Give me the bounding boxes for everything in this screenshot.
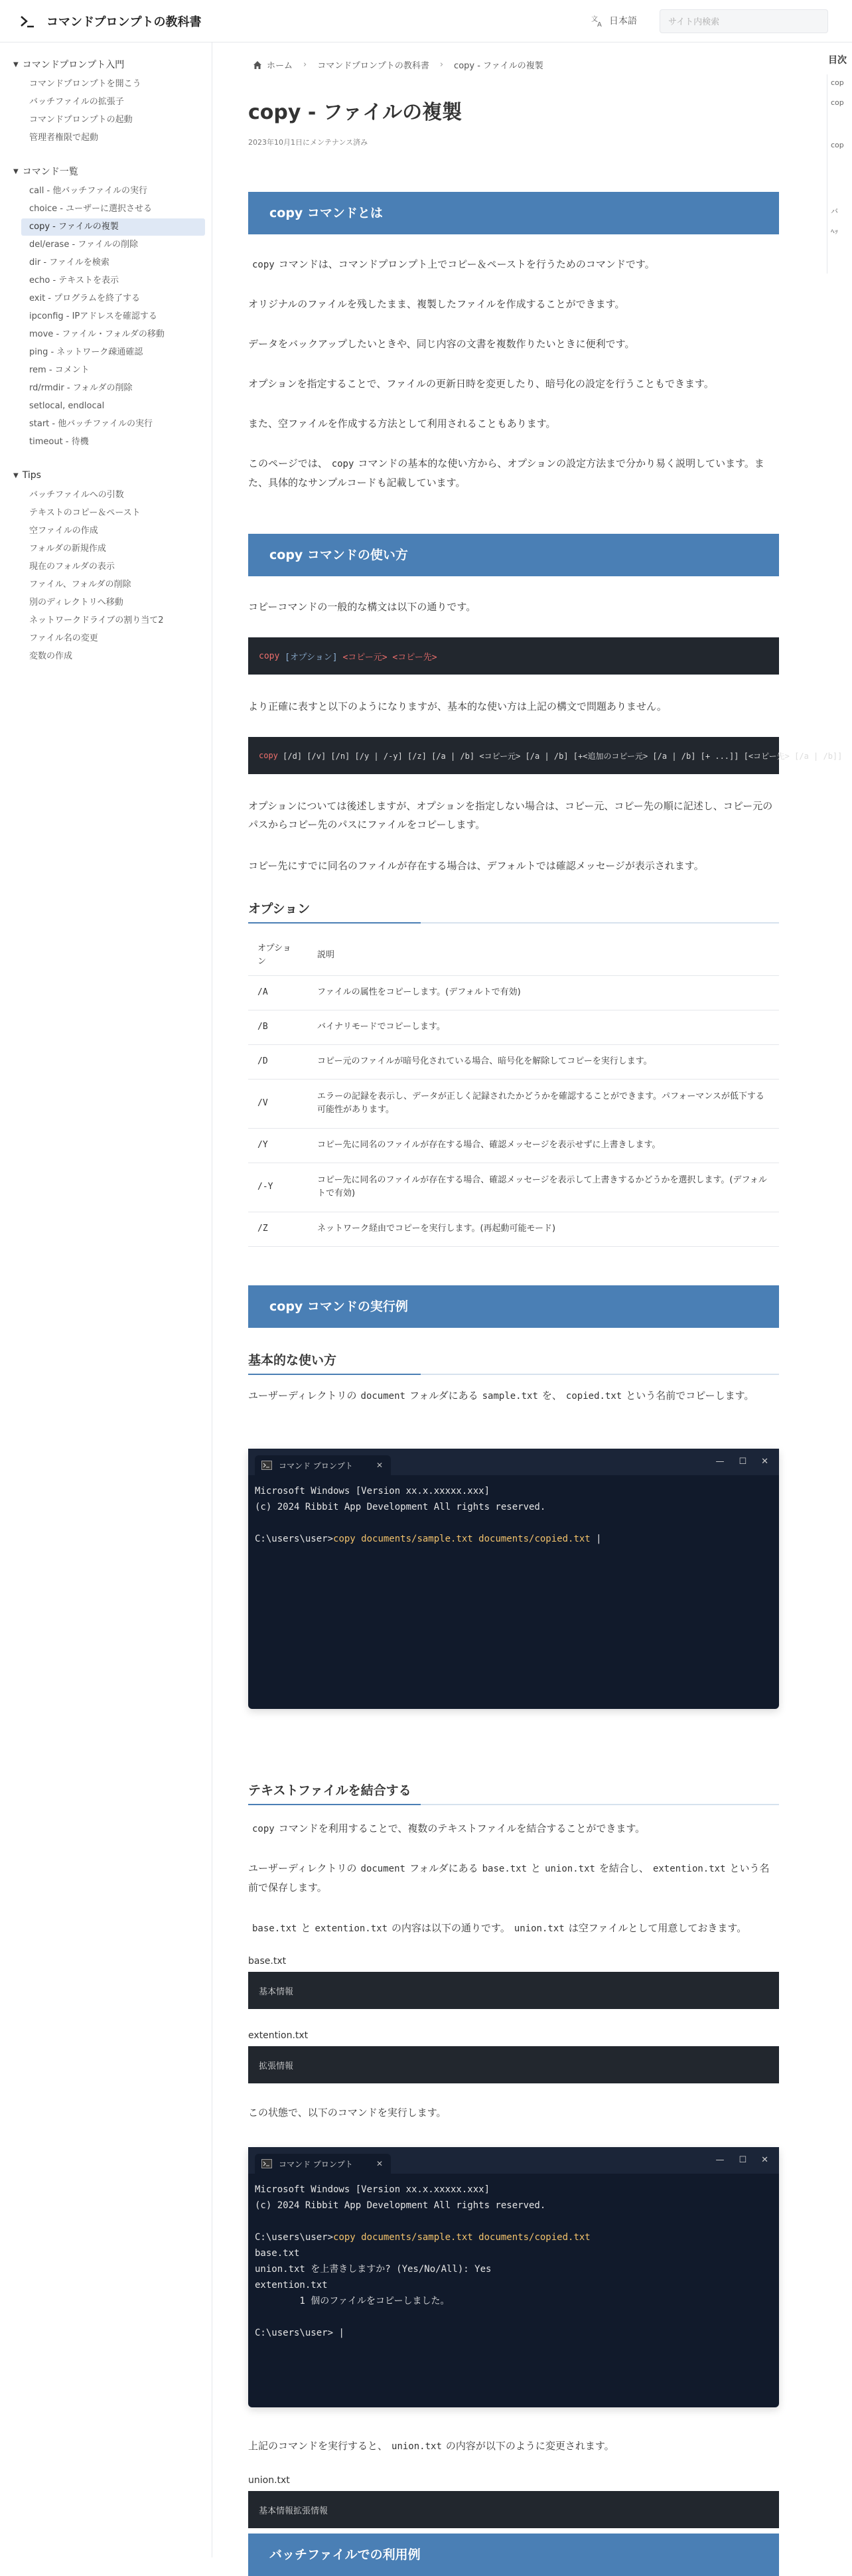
paragraph: copy コマンドは、コマンドプロンプト上でコピー＆ペーストを行うためのコマンドです。: [252, 258, 655, 270]
terminal-output[interactable]: Microsoft Windows [Version xx.x.xxxxx.xxx] (c) 2024 Ribbit App Development All rights reserved. C:\users\user>copy documents/sample.txt documents/copied.txt base.txt union.txt を上書きしますか? (Yes/No/All): Yes extention.txt 1 個のファイルをコピーしました。 C:\users\user> |: [255, 2184, 591, 2338]
paragraph: copy コマンドを利用することで、複数のテキストファイルを結合することができます。: [252, 1822, 646, 1834]
close-icon[interactable]: ✕: [761, 2155, 768, 2165]
chevron-right-icon: ›: [303, 60, 307, 70]
sidebar-item[interactable]: コマンドプロンプトの起動: [29, 115, 133, 125]
paragraph: より正確に表すと以下のようになりますが、基本的な使い方は上記の構文で問題ありません。: [248, 700, 667, 712]
close-icon[interactable]: ✕: [761, 1457, 768, 1467]
file-content-block: 拡張情報: [248, 2046, 779, 2083]
toc-item[interactable]: cop: [831, 141, 844, 149]
paragraph: この状態で、以下のコマンドを実行します。: [248, 2107, 447, 2119]
sidebar: [0, 42, 212, 2557]
sidebar-item[interactable]: バッチファイルへの引数: [29, 490, 124, 500]
table-header-row: [248, 935, 779, 975]
search-input[interactable]: [660, 9, 828, 33]
svg-text:A: A: [597, 21, 602, 29]
sidebar-section-header[interactable]: ▼ Tips: [13, 470, 41, 481]
paragraph: ユーザーディレクトリの document フォルダにある sample.txt を、 copied.txt という名前でコピーします。: [248, 1390, 754, 1402]
sidebar-item-active[interactable]: copy - ファイルの複製: [21, 218, 205, 236]
terminal-output[interactable]: Microsoft Windows [Version xx.x.xxxxx.xxx] (c) 2024 Ribbit App Development All rights reserved. C:\users\user>copy documents/sample.txt documents/copied.txt |: [255, 1486, 602, 1544]
sidebar-section-commands: [0, 163, 212, 451]
file-name-label: base.txt: [248, 1956, 287, 1967]
maximize-icon[interactable]: ☐: [739, 2155, 747, 2165]
breadcrumb: [252, 58, 543, 71]
sidebar-item[interactable]: 空ファイルの作成: [29, 526, 98, 536]
sidebar-item[interactable]: exit - プログラムを終了する: [29, 293, 140, 303]
paragraph: オリジナルのファイルを残したまま、複製したファイルを作成することができます。: [248, 298, 625, 310]
syntax-code-block: copy [オプション] <コピー元> <コピー先>: [248, 637, 779, 675]
paragraph: コピー先にすでに同名のファイルが存在する場合は、デフォルトでは確認メッセージが表示されます。: [248, 860, 704, 872]
sidebar-item[interactable]: 変数の作成: [29, 651, 73, 661]
sidebar-item[interactable]: rd/rmdir - フォルダの削除: [29, 383, 133, 393]
subsection-heading: テキストファイルを結合する: [248, 1781, 779, 1805]
table-row: /D コピー元のファイルが暗号化されている場合、暗号化を解除してコピーを実行します。: [248, 1044, 779, 1079]
paragraph: ユーザーディレクトリの document フォルダにある base.txt と union.txt を結合し、 extention.txt という名前で保存します。: [248, 1862, 770, 1893]
svg-text:文: 文: [591, 16, 598, 23]
paragraph: base.txt と extention.txt の内容は以下の通りです。 union.txt は空ファイルとして用意しておきます。: [252, 1922, 747, 1934]
site-title: コマンドプロンプトの教科書: [46, 15, 202, 29]
section-heading: バッチファイルでの利用例: [248, 2534, 779, 2576]
table-of-contents: [827, 42, 852, 242]
sidebar-item[interactable]: ファイル、フォルダの削除: [29, 580, 131, 590]
window-controls: [715, 2155, 768, 2165]
sidebar-item[interactable]: 現在のフォルダの表示: [29, 562, 115, 572]
sidebar-item[interactable]: ファイル名の変更: [29, 633, 98, 643]
sidebar-item[interactable]: move - ファイル・フォルダの移動: [29, 329, 165, 339]
sidebar-item[interactable]: choice - ユーザーに選択させる: [29, 204, 153, 214]
file-content-block: 基本情報拡張情報: [248, 2491, 779, 2528]
sidebar-item[interactable]: start - 他バッチファイルの実行: [29, 419, 153, 429]
maximize-icon[interactable]: ☐: [739, 1457, 747, 1467]
sidebar-section-header[interactable]: ▼ コマンドプロンプト入門: [13, 60, 125, 70]
close-tab-icon[interactable]: ✕: [376, 2159, 383, 2168]
sidebar-item[interactable]: 管理者権限で起動: [29, 133, 99, 143]
paragraph: また、空ファイルを作成する方法として利用されることもあります。: [248, 418, 556, 430]
paragraph: コピーコマンドの一般的な構文は以下の通りです。: [248, 601, 476, 613]
collapse-triangle-icon: ▼: [13, 60, 19, 68]
sidebar-section-tips: [0, 467, 212, 665]
table-row: /A ファイルの属性をコピーします。(デフォルトで有効): [248, 975, 779, 1010]
sidebar-item[interactable]: テキストのコピー＆ペースト: [29, 508, 141, 518]
site-logo[interactable]: [19, 13, 201, 30]
table-row: /V エラーの記録を表示し、データが正しく記録されたかどうかを確認することができます。パフォーマンスが低下する可能性があります。: [248, 1079, 779, 1128]
sidebar-item[interactable]: setlocal, endlocal: [29, 401, 105, 411]
site-header: [0, 0, 852, 42]
column-header-option: オプション: [248, 935, 308, 975]
terminal-window: [248, 2147, 779, 2407]
language-selector[interactable]: [591, 13, 637, 28]
terminal-titlebar: [248, 2147, 779, 2174]
sidebar-item[interactable]: echo - テキストを表示: [29, 276, 119, 285]
paragraph: オプションについては後述しますが、オプションを指定しない場合は、コピー元、コピー先の順に記述し、コピー元のパスからコピー先のパスにファイルをコピーします。: [248, 800, 773, 831]
translate-icon: [591, 13, 605, 28]
sidebar-item[interactable]: call - 他バッチファイルの実行: [29, 186, 148, 196]
subsection-heading: オプション: [248, 899, 779, 924]
table-row: /Z ネットワーク経由でコピーを実行します。(再起動可能モード): [248, 1212, 779, 1246]
home-icon[interactable]: [252, 60, 263, 70]
table-row: /Y コピー先に同名のファイルが存在する場合、確認メッセージを表示せずに上書きします。: [248, 1128, 779, 1163]
sidebar-item[interactable]: timeout - 待機: [29, 437, 89, 447]
file-name-label: extention.txt: [248, 2030, 309, 2041]
column-header-description: 説明: [308, 935, 779, 975]
maintenance-date: 2023年10月1日にメンテナンス済み: [248, 138, 368, 147]
chevron-right-icon: ›: [439, 60, 444, 70]
minimize-icon[interactable]: —: [715, 1457, 725, 1467]
terminal-app-icon: [261, 2159, 272, 2168]
full-syntax-code-block: copy [/d] [/v] [/n] [/y | /-y] [/z] [/a | /b] <コピー元> [/a | /b] [+<追加のコピー元> [/a | /b] [+ ...]] [<コピー先> [/a | /b]]: [248, 737, 779, 774]
sidebar-item[interactable]: 別のディレクトリへ移動: [29, 598, 123, 607]
terminal-app-icon: [261, 1461, 272, 1470]
sidebar-item[interactable]: フォルダの新規作成: [29, 544, 106, 554]
table-row: /B バイナリモードでコピーします。: [248, 1010, 779, 1044]
subsection-heading: 基本的な使い方: [248, 1350, 779, 1375]
sidebar-item[interactable]: dir - ファイルを検索: [29, 258, 109, 268]
sidebar-item[interactable]: ipconfig - IPアドレスを確認する: [29, 311, 157, 321]
paragraph: このページでは、 copy コマンドの基本的な使い方から、オプションの設定方法まで分かり易く説明しています。また、具体的なサンプルコードも記載しています。: [248, 457, 764, 489]
options-table: [248, 935, 779, 1247]
toc-title: 目次: [828, 55, 847, 66]
sidebar-item[interactable]: ネットワークドライブの割り当て2: [29, 615, 164, 625]
toc-item[interactable]: ﾍｯ: [831, 227, 838, 236]
sidebar-section-intro: [0, 56, 212, 147]
section-heading: copy コマンドとは: [248, 192, 779, 234]
toc-item[interactable]: cop: [831, 78, 844, 87]
collapse-triangle-icon: ▼: [13, 167, 19, 175]
sidebar-section-header[interactable]: ▼ コマンド一覧: [13, 167, 78, 177]
toc-item[interactable]: cop: [831, 98, 844, 107]
terminal-titlebar: [248, 1449, 779, 1475]
sidebar-item[interactable]: バッチファイルの拡張子: [29, 97, 124, 107]
language-label: 日本語: [609, 16, 637, 27]
file-content-block: 基本情報: [248, 1972, 779, 2009]
close-tab-icon[interactable]: ✕: [376, 1461, 383, 1470]
sidebar-item[interactable]: コマンドプロンプトを開こう: [29, 79, 141, 89]
minimize-icon[interactable]: —: [715, 2155, 725, 2165]
collapse-triangle-icon: ▼: [13, 471, 19, 479]
terminal-window: [248, 1449, 779, 1709]
table-row: /-Y コピー先に同名のファイルが存在する場合、確認メッセージを表示して上書きするかどうかを選択します。(デフォルトで有効): [248, 1163, 779, 1212]
terminal-tab[interactable]: コマンド プロンプト ✕: [255, 2154, 391, 2174]
paragraph: データをバックアップしたいときや、同じ内容の文書を複数作りたいときに便利です。: [248, 338, 635, 350]
section-heading: copy コマンドの使い方: [248, 534, 779, 576]
toc-item[interactable]: バ: [831, 207, 838, 216]
sidebar-item[interactable]: del/erase - ファイルの削除: [29, 240, 139, 250]
terminal-prompt-icon: [19, 13, 36, 30]
breadcrumb-current: copy - ファイルの複製: [454, 61, 543, 71]
window-controls: [715, 1457, 768, 1467]
page-title: copy - ファイルの複製: [248, 101, 462, 124]
breadcrumb-parent[interactable]: コマンドプロンプトの教科書: [317, 61, 429, 71]
sidebar-item[interactable]: rem - コメント: [29, 365, 90, 375]
paragraph: オプションを指定することで、ファイルの更新日時を変更したり、暗号化の設定を行うこともできます。: [248, 378, 714, 390]
terminal-tab[interactable]: コマンド プロンプト ✕: [255, 1455, 391, 1475]
section-heading: copy コマンドの実行例: [248, 1285, 779, 1328]
file-name-label: union.txt: [248, 2475, 290, 2486]
paragraph: 上記のコマンドを実行すると、 union.txt の内容が以下のように変更されます。: [248, 2440, 614, 2452]
sidebar-item[interactable]: ping - ネットワーク疎通確認: [29, 347, 143, 357]
breadcrumb-home[interactable]: ホーム: [267, 61, 293, 71]
